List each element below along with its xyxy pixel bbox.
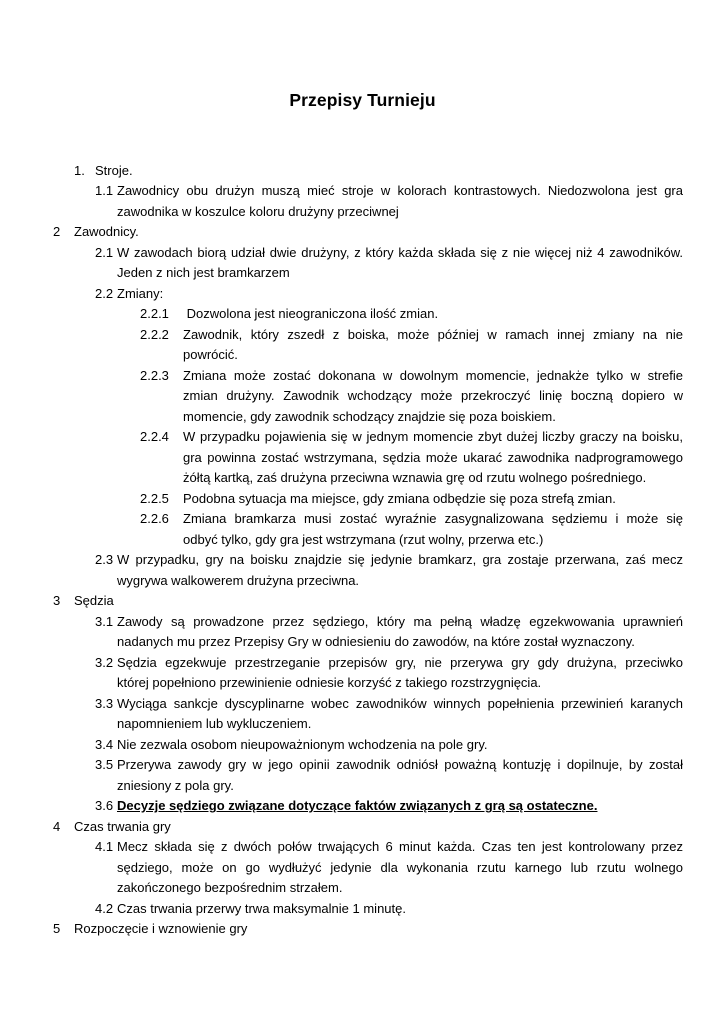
item-text-line: napomnieniem lub wykluczeniem. bbox=[117, 716, 312, 731]
subitem-text-line: Zmiana bramkarza musi zostać wyraźnie zasygnalizowana sędziemu i może się bbox=[183, 511, 683, 526]
subitem-text-line: gra powinna zostać wstrzymana, sędzia może ukarać zawodnika nadprogramowego bbox=[183, 450, 683, 465]
item-text-line: Nie zezwala osobom nieupoważnionym wchodzenia na pole gry. bbox=[117, 737, 488, 752]
item-number: 3.1 bbox=[95, 614, 114, 629]
subitem-text-line: Dozwolona jest nieograniczona ilość zmian. bbox=[183, 306, 439, 321]
item-text-line: Jeden z nich jest bramkarzem bbox=[117, 265, 290, 280]
item-number: 3.4 bbox=[95, 737, 114, 752]
item-text-line: Sędzia egzekwuje przestrzeganie przepisów gry, nie przerywa gry gdy drużyna, przeciwko bbox=[117, 655, 683, 670]
item-text-line: W zawodach biorą udział dwie drużyny, z który każda składa się z nie więcej niż 4 zawodników. bbox=[117, 245, 683, 260]
subitem-text-line: W przypadku pojawienia się w jednym momencie zbyt dużej liczby graczy na boisku, bbox=[183, 429, 683, 444]
subitem-text-line: powrócić. bbox=[183, 347, 238, 362]
final-decision-statement: Decyzje sędziego związane dotyczące faktów związanych z grą są ostateczne. bbox=[117, 798, 598, 813]
item-text-line: zniesiony z pola gry. bbox=[117, 778, 234, 793]
section-label: Czas trwania gry bbox=[74, 819, 171, 834]
item-number: 2.2 bbox=[95, 286, 114, 301]
section-number: 3 bbox=[53, 593, 61, 608]
subitem-text-line: żółtą kartką, zaś drużyna przeciwna wznawia grę od rzutu wolnego pośredniego. bbox=[183, 470, 647, 485]
item-number: 3.5 bbox=[95, 757, 114, 772]
item-number: 3.2 bbox=[95, 655, 114, 670]
item-text-line: Wyciąga sankcje dyscyplinarne wobec zawodników winnych popełnienia przewinień karanych bbox=[117, 696, 683, 711]
item-text-line: Mecz składa się z dwóch połów trwających 6 minut każda. Czas ten jest kontrolowany przez bbox=[117, 839, 683, 854]
subitem-text-line: Zawodnik, który zszedł z boiska, może później w ramach innej zmiany na nie bbox=[183, 327, 683, 342]
section-label: Sędzia bbox=[74, 593, 114, 608]
section-number: 5 bbox=[53, 921, 61, 936]
item-number: 4.1 bbox=[95, 839, 114, 854]
subitem-number: 2.2.6 bbox=[140, 511, 169, 526]
item-number: 4.2 bbox=[95, 901, 114, 916]
item-text-line: Czas trwania przerwy trwa maksymalnie 1 minutę. bbox=[117, 901, 406, 916]
subitem-text-line: Podobna sytuacja ma miejsce, gdy zmiana odbędzie się poza strefą zmian. bbox=[183, 491, 616, 506]
item-text-line: W przypadku, gry na boisku znajdzie się jedynie bramkarz, gra zostaje przerwana, zaś mecz bbox=[117, 552, 683, 567]
item-text-line: zawodnika w koszulce koloru drużyny przeciwnej bbox=[117, 204, 399, 219]
subitem-text-line: momencie, gdy zawodnik schodzący znajdzie się poza boiskiem. bbox=[183, 409, 556, 424]
item-text-line: której popełniono przewinienie odniesie korzyść z takiego rozstrzygnięcia. bbox=[117, 675, 542, 690]
item-number: 2.1 bbox=[95, 245, 114, 260]
item-number: 1.1 bbox=[95, 183, 114, 198]
item-text-line: nadanych mu przez Przepisy Gry w odniesieniu do zawodów, na które został wyznaczony. bbox=[117, 634, 635, 649]
section-number: 4 bbox=[53, 819, 61, 834]
item-number: 3.6 bbox=[95, 798, 114, 813]
subitem-text-line: Zmiana może zostać dokonana w dowolnym momencie, jednakże tylko w strefie bbox=[183, 368, 683, 383]
item-number: 3.3 bbox=[95, 696, 114, 711]
subitem-number: 2.2.3 bbox=[140, 368, 169, 383]
item-text-line: Zawody są prowadzone przez sędziego, który ma pełną władzę egzekwowania uprawnień bbox=[117, 614, 683, 629]
document-title: Przepisy Turnieju bbox=[289, 90, 436, 110]
item-text-line: Zawodnicy obu drużyn muszą mieć stroje w kolorach kontrastowych. Niedozwolona jest gra bbox=[117, 183, 683, 198]
item-text-line: sędziego, może on go wydłużyć jedynie dla wykonania rzutu karnego lub rzutu wolnego bbox=[117, 860, 683, 875]
subitem-number: 2.2.1 bbox=[140, 306, 169, 321]
subitem-number: 2.2.4 bbox=[140, 429, 169, 444]
item-text-line: Przerywa zawody gry w jego opinii zawodnik odniósł poważną kontuzję i dopilnuje, by został bbox=[117, 757, 683, 772]
subitem-number: 2.2.5 bbox=[140, 491, 169, 506]
section-label: Stroje. bbox=[95, 163, 133, 178]
section-label: Rozpoczęcie i wznowienie gry bbox=[74, 921, 248, 936]
item-text-line: wygrywa walkowerem drużyna przeciwna. bbox=[117, 573, 360, 588]
subitem-number: 2.2.2 bbox=[140, 327, 169, 342]
section-number: 1. bbox=[74, 163, 85, 178]
section-number: 2 bbox=[53, 224, 61, 239]
item-number: 2.3 bbox=[95, 552, 114, 567]
subitem-text-line: zmian drużyny. Zawodnik wchodzący może przekroczyć linię boczną dopiero w bbox=[183, 388, 683, 403]
section-label: Zawodnicy. bbox=[74, 224, 139, 239]
item-text-line: zakończonego bezpośrednim strzałem. bbox=[117, 880, 343, 895]
item-text-line: Zmiany: bbox=[117, 286, 164, 301]
subitem-text-line: odbyć tylko, gdy gra jest wstrzymana (rzut wolny, przerwa etc.) bbox=[183, 532, 544, 547]
